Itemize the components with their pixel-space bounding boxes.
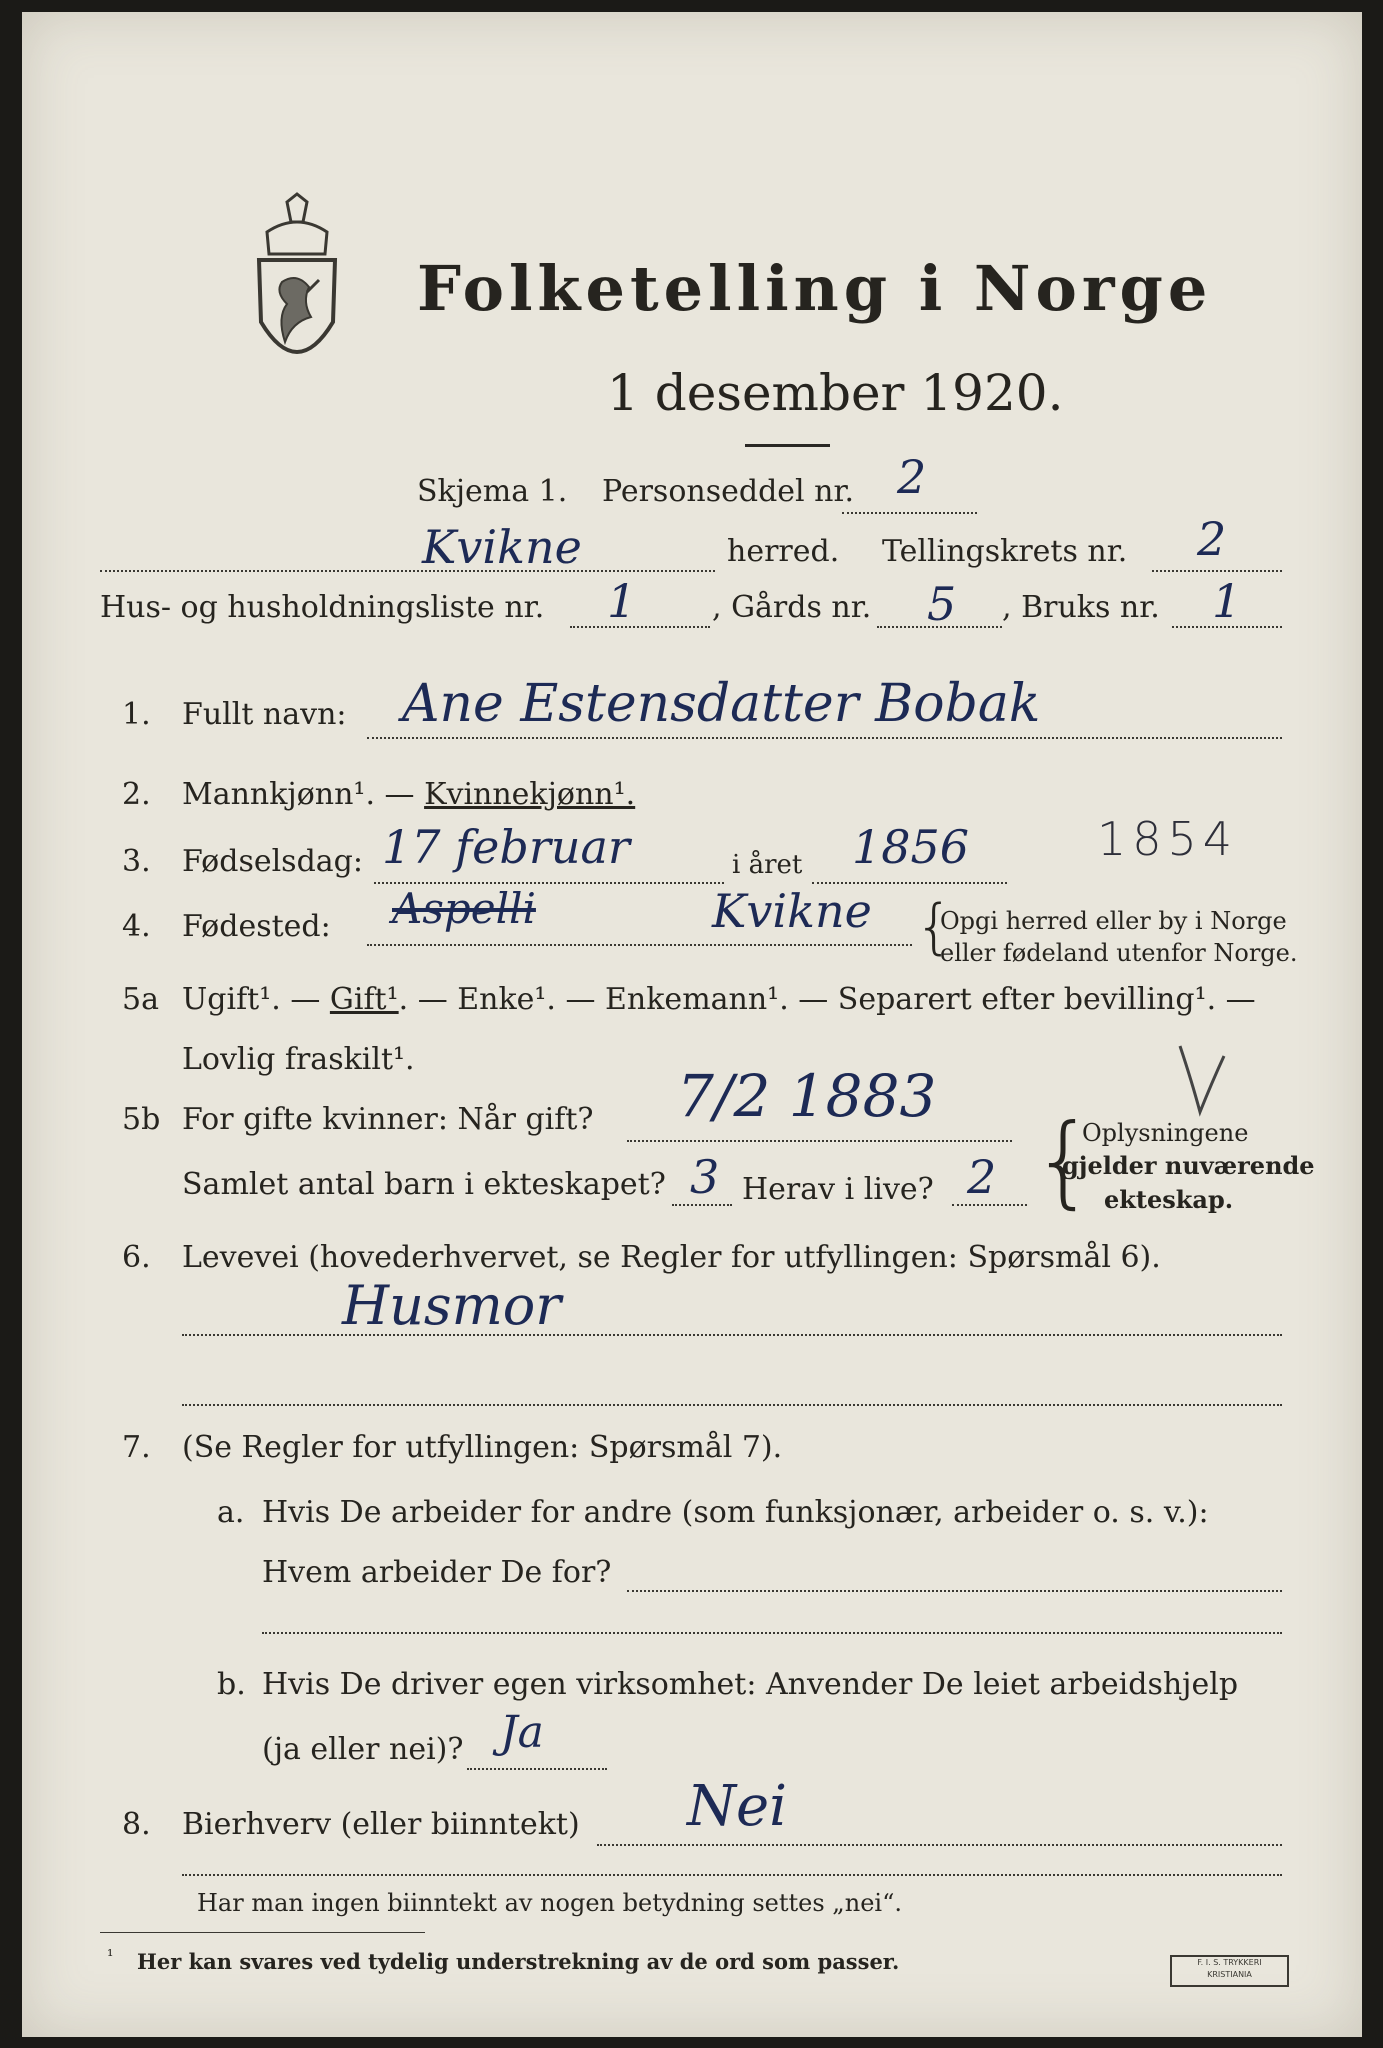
side-income-value[interactable]: Nei: [687, 1774, 788, 1839]
occupation-value[interactable]: Husmor: [342, 1274, 562, 1337]
alive-label: Herav i live?: [742, 1172, 934, 1207]
tellingskrets-value[interactable]: 2: [1197, 512, 1227, 566]
arrow-down-mark-icon: [1172, 1042, 1232, 1122]
q5b-number: 5b: [122, 1102, 161, 1137]
birthplace-value[interactable]: Kvikne: [712, 884, 872, 938]
q5a-number: 5a: [122, 982, 159, 1017]
gards-value[interactable]: 5: [927, 577, 957, 631]
q7a-line2: Hvem arbeider De for?: [262, 1555, 612, 1590]
personseddel-label: Personseddel nr.: [602, 474, 855, 509]
q8-label: Bierhverv (eller biinntekt): [182, 1807, 580, 1842]
printer-stamp: [1170, 1955, 1289, 1987]
census-form-page: Folketelling i Norge 1 desember 1920. Skjema 1. Personseddel nr. 2 Kvikne herred. Tellingskrets nr. 2 Hus- og husholdningsliste nr. 1 , Gårds nr. 5 , Bruks nr. 1 1. Fullt navn: Ane Estensdatter Bobak 2. Mannkjønn¹. — Kvinnekjønn¹. 3. Fødselsdag: 17 februar i året 1856 1854 4. Fødested: Aspelli Kvikne { Opgi herred eller by i Norge eller fødeland utenfor Norge. 5a Ugift¹. — Gift¹. — Enke¹. — Enkemann¹. — Separert efter bevilling¹. — Lovlig fraskilt¹. 5b For gifte kvinner: Når gift? 7/2 1883 Samlet antal barn i ekteskapet? 3 Herav i live? 2 { Oplysningene gjelder nuværende ekteskap. 6. Levevei (hovederhvervet, se Regler for utfyllingen: Spørsmål 6). Husmor 7. (Se Regler for utfyllingen: Spørsmål 7). a. Hvis De arbeider for andre (som funksjonær, arbeider o. s. v.): Hvem arbeider De for? b. Hvis De driver egen virksomhet: Anvender De leiet arbeidshjelp (ja eller nei)? Ja 8. Bierhverv (eller biinntekt) Nei Har man ingen biinntekt av nogen betydning settes „nei“. ¹ Her kan svares ved tydelig understrekning av de ord som passer. F. I. S. TRYKKERI KRISTIANIA: [22, 12, 1362, 2037]
birth-year-value[interactable]: 1856: [852, 820, 970, 874]
personseddel-value[interactable]: 2: [897, 450, 927, 504]
q7b-line1: Hvis De driver egen virksomhet: Anvender De leiet arbeidshjelp: [262, 1667, 1239, 1702]
male-option[interactable]: Mannkjønn¹.: [182, 777, 375, 812]
q3-label: Fødselsdag:: [182, 844, 363, 879]
q6-label: Levevei (hovederhvervet, se Regler for utfyllingen: Spørsmål 6).: [182, 1240, 1161, 1275]
option-lovlig-fraskilt[interactable]: Lovlig fraskilt¹.: [182, 1042, 415, 1077]
bruks-value[interactable]: 1: [1212, 574, 1242, 628]
marital-status-options: Ugift¹. — Gift¹. — Enke¹. — Enkemann¹. — Separert efter bevilling¹. —: [182, 982, 1256, 1017]
married-date-value[interactable]: 7/2 1883: [677, 1062, 937, 1130]
bruks-label: , Bruks nr.: [1002, 590, 1160, 625]
children-value[interactable]: 3: [690, 1150, 720, 1204]
footer-note: Har man ingen biinntekt av nogen betydning settes „nei“.: [197, 1889, 902, 1917]
q8-number: 8.: [122, 1807, 151, 1842]
birthplace-note-1: Opgi herred eller by i Norge: [940, 907, 1287, 935]
female-option[interactable]: Kvinnekjønn¹.: [424, 777, 636, 812]
q4-label: Fødested:: [182, 909, 331, 944]
full-name-value[interactable]: Ane Estensdatter Bobak: [402, 674, 1041, 734]
q7b-line2: (ja eller nei)?: [262, 1732, 464, 1767]
q2-options: Mannkjønn¹. — Kvinnekjønn¹.: [182, 777, 636, 812]
alive-value[interactable]: 2: [967, 1150, 997, 1204]
q3-number: 3.: [122, 844, 151, 879]
birthplace-note-2: eller fødeland utenfor Norge.: [940, 939, 1298, 967]
tellingskrets-label: Tellingskrets nr.: [882, 534, 1128, 569]
census-date: 1 desember 1920.: [607, 364, 1064, 422]
gards-label: , Gårds nr.: [712, 590, 872, 625]
q7a-line1: Hvis De arbeider for andre (som funksjonær, arbeider o. s. v.):: [262, 1495, 1209, 1530]
stamp-line-2: KRISTIANIA: [1207, 1970, 1252, 1979]
q1-label: Fullt navn:: [182, 697, 347, 732]
year-label: i året: [732, 850, 803, 880]
marriage-note-2: gjelder nuværende: [1062, 1151, 1315, 1180]
q1-number: 1.: [122, 697, 151, 732]
herred-value[interactable]: Kvikne: [422, 520, 582, 574]
footnote-mark: ¹: [107, 1946, 114, 1965]
hired-help-value[interactable]: Ja: [500, 1707, 544, 1758]
herred-label: herred.: [727, 534, 840, 569]
children-label: Samlet antal barn i ekteskapet?: [182, 1167, 666, 1202]
document-title: Folketelling i Norge: [417, 252, 1213, 325]
birth-year-correction: 1854: [1097, 812, 1239, 866]
birthday-value[interactable]: 17 februar: [382, 820, 630, 874]
footnote-text: Her kan svares ved tydelig understrekning av de ord som passer.: [137, 1949, 900, 1974]
q7-label: (Se Regler for utfyllingen: Spørsmål 7).: [182, 1430, 783, 1465]
hus-value[interactable]: 1: [607, 574, 637, 628]
norwegian-lion-crest-icon: [247, 192, 347, 387]
schema-label: Skjema 1.: [417, 474, 568, 509]
q7-number: 7.: [122, 1430, 151, 1465]
q6-number: 6.: [122, 1240, 151, 1275]
birthplace-struck-value: Aspelli: [392, 884, 536, 933]
stamp-line-1: F. I. S. TRYKKERI: [1197, 1958, 1262, 1967]
q2-number: 2.: [122, 777, 151, 812]
option-ugift[interactable]: Ugift¹.: [182, 982, 281, 1017]
q4-number: 4.: [122, 909, 151, 944]
q7a-letter: a.: [217, 1495, 245, 1530]
hus-label: Hus- og husholdningsliste nr.: [100, 590, 545, 625]
marriage-note-3: ekteskap.: [1104, 1185, 1234, 1214]
marriage-note-1: Oplysningene: [1082, 1119, 1249, 1147]
title-divider: [745, 444, 830, 447]
q7b-letter: b.: [217, 1667, 246, 1702]
option-gift[interactable]: Gift¹: [329, 982, 399, 1017]
q5b-label: For gifte kvinner: Når gift?: [182, 1102, 594, 1137]
